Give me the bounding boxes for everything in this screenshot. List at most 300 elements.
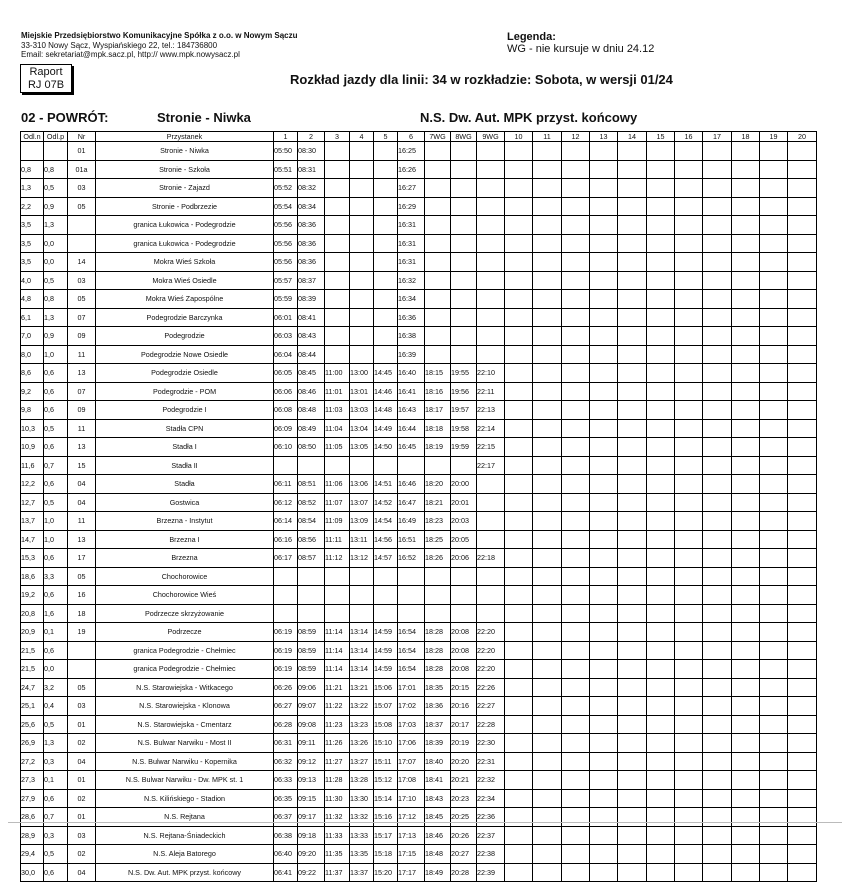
departure-time-cell: 20:20: [451, 752, 477, 771]
column-header: 7WG: [425, 132, 451, 142]
departure-time-cell: 15:16: [374, 808, 398, 827]
empty-time-cell: [618, 456, 647, 475]
departure-time-cell: [451, 142, 477, 161]
empty-time-cell: [590, 382, 618, 401]
departure-time-cell: 13:11: [350, 530, 374, 549]
departure-time-cell: [325, 197, 350, 216]
empty-time-cell: [732, 808, 760, 827]
departure-time-cell: 19:58: [451, 419, 477, 438]
empty-time-cell: [647, 660, 675, 679]
empty-time-cell: [703, 808, 732, 827]
empty-time-cell: [590, 678, 618, 697]
departure-time-cell: 08:57: [298, 549, 325, 568]
departure-time-cell: 11:11: [325, 530, 350, 549]
empty-time-cell: [562, 734, 590, 753]
departure-time-cell: [325, 308, 350, 327]
empty-time-cell: [590, 253, 618, 272]
departure-time-cell: 17:15: [398, 845, 425, 864]
empty-time-cell: [618, 419, 647, 438]
empty-time-cell: [788, 641, 817, 660]
distance-partial-cell: 1,3: [44, 308, 68, 327]
table-row: [21, 789, 817, 808]
empty-time-cell: [675, 623, 703, 642]
departure-time-cell: 15:17: [374, 826, 398, 845]
empty-time-cell: [590, 179, 618, 198]
departure-time-cell: 15:10: [374, 734, 398, 753]
departure-time-cell: 13:37: [350, 863, 374, 882]
empty-time-cell: [533, 160, 562, 179]
departure-time-cell: [325, 179, 350, 198]
empty-time-cell: [505, 734, 533, 753]
distance-total-cell: 10,9: [21, 438, 44, 457]
empty-time-cell: [618, 271, 647, 290]
empty-time-cell: [732, 234, 760, 253]
departure-time-cell: 13:33: [350, 826, 374, 845]
raport-box: [20, 64, 72, 93]
empty-time-cell: [760, 345, 788, 364]
empty-time-cell: [760, 697, 788, 716]
empty-time-cell: [760, 271, 788, 290]
empty-time-cell: [647, 327, 675, 346]
departure-time-cell: [425, 197, 451, 216]
distance-partial-cell: 0,9: [44, 327, 68, 346]
departure-time-cell: [374, 142, 398, 161]
departure-time-cell: 08:30: [298, 142, 325, 161]
empty-time-cell: [590, 475, 618, 494]
distance-partial-cell: 1,0: [44, 530, 68, 549]
departure-time-cell: [374, 327, 398, 346]
distance-partial-cell: 0,6: [44, 789, 68, 808]
empty-time-cell: [788, 734, 817, 753]
empty-time-cell: [675, 438, 703, 457]
departure-time-cell: 06:19: [274, 641, 298, 660]
empty-time-cell: [533, 789, 562, 808]
empty-time-cell: [647, 197, 675, 216]
distance-total-cell: 20,9: [21, 623, 44, 642]
empty-time-cell: [760, 160, 788, 179]
empty-time-cell: [562, 863, 590, 882]
stop-number-cell: 11: [68, 512, 96, 531]
empty-time-cell: [647, 863, 675, 882]
empty-time-cell: [647, 752, 675, 771]
empty-time-cell: [562, 308, 590, 327]
empty-time-cell: [788, 216, 817, 235]
empty-time-cell: [505, 345, 533, 364]
empty-time-cell: [732, 160, 760, 179]
departure-time-cell: 15:20: [374, 863, 398, 882]
empty-time-cell: [647, 271, 675, 290]
empty-time-cell: [675, 734, 703, 753]
empty-time-cell: [732, 290, 760, 309]
departure-time-cell: 13:26: [350, 734, 374, 753]
empty-time-cell: [618, 160, 647, 179]
empty-time-cell: [760, 308, 788, 327]
empty-time-cell: [618, 493, 647, 512]
table-row: [21, 808, 817, 827]
departure-time-cell: [350, 586, 374, 605]
departure-time-cell: [325, 271, 350, 290]
empty-time-cell: [788, 327, 817, 346]
departure-time-cell: 08:39: [298, 290, 325, 309]
departure-time-cell: 06:14: [274, 512, 298, 531]
distance-total-cell: 30,0: [21, 863, 44, 882]
column-header: 1: [274, 132, 298, 142]
route-destination: N.S. Dw. Aut. MPK przyst. końcowy: [420, 110, 638, 125]
empty-time-cell: [760, 808, 788, 827]
departure-time-cell: 11:03: [325, 401, 350, 420]
departure-time-cell: 06:04: [274, 345, 298, 364]
stop-number-cell: [68, 234, 96, 253]
empty-time-cell: [590, 845, 618, 864]
empty-time-cell: [590, 808, 618, 827]
departure-time-cell: 18:40: [425, 752, 451, 771]
empty-time-cell: [703, 789, 732, 808]
empty-time-cell: [590, 327, 618, 346]
empty-time-cell: [533, 845, 562, 864]
departure-time-cell: 22:32: [477, 771, 505, 790]
table-row: [21, 401, 817, 420]
stop-name-cell: Stronie - Niwka: [96, 142, 274, 161]
departure-time-cell: [477, 604, 505, 623]
empty-time-cell: [505, 604, 533, 623]
departure-time-cell: 11:14: [325, 660, 350, 679]
empty-time-cell: [732, 660, 760, 679]
raport-label: Raport: [29, 66, 63, 78]
empty-time-cell: [788, 179, 817, 198]
empty-time-cell: [732, 752, 760, 771]
departure-time-cell: [451, 567, 477, 586]
departure-time-cell: [425, 327, 451, 346]
departure-time-cell: 11:27: [325, 752, 350, 771]
stop-number-cell: 19: [68, 623, 96, 642]
empty-time-cell: [533, 364, 562, 383]
empty-time-cell: [590, 604, 618, 623]
empty-time-cell: [562, 271, 590, 290]
departure-time-cell: [451, 216, 477, 235]
stop-name-cell: N.S. Dw. Aut. MPK przyst. końcowy: [96, 863, 274, 882]
empty-time-cell: [788, 419, 817, 438]
empty-time-cell: [788, 345, 817, 364]
distance-total-cell: 6,1: [21, 308, 44, 327]
departure-time-cell: [425, 142, 451, 161]
empty-time-cell: [760, 734, 788, 753]
empty-time-cell: [590, 364, 618, 383]
empty-time-cell: [760, 179, 788, 198]
departure-time-cell: [325, 327, 350, 346]
empty-time-cell: [505, 660, 533, 679]
empty-time-cell: [590, 530, 618, 549]
table-row: [21, 586, 817, 605]
departure-time-cell: 09:12: [298, 752, 325, 771]
empty-time-cell: [788, 567, 817, 586]
stop-number-cell: [68, 216, 96, 235]
empty-time-cell: [618, 715, 647, 734]
distance-total-cell: 3,5: [21, 253, 44, 272]
empty-time-cell: [647, 438, 675, 457]
empty-time-cell: [675, 456, 703, 475]
empty-time-cell: [647, 290, 675, 309]
departure-time-cell: [374, 216, 398, 235]
stop-number-cell: 02: [68, 734, 96, 753]
empty-time-cell: [760, 216, 788, 235]
empty-time-cell: [505, 623, 533, 642]
empty-time-cell: [732, 512, 760, 531]
departure-time-cell: [350, 345, 374, 364]
departure-time-cell: [325, 142, 350, 161]
departure-time-cell: [451, 290, 477, 309]
departure-time-cell: 18:46: [425, 826, 451, 845]
distance-partial-cell: 0,6: [44, 475, 68, 494]
empty-time-cell: [647, 586, 675, 605]
empty-time-cell: [533, 752, 562, 771]
departure-time-cell: 13:04: [350, 419, 374, 438]
departure-time-cell: [274, 586, 298, 605]
departure-time-cell: 08:49: [298, 419, 325, 438]
empty-time-cell: [533, 419, 562, 438]
departure-time-cell: 16:43: [398, 401, 425, 420]
empty-time-cell: [590, 623, 618, 642]
departure-time-cell: 09:15: [298, 789, 325, 808]
distance-partial-cell: 0,6: [44, 863, 68, 882]
column-header: Odl.p: [44, 132, 68, 142]
empty-time-cell: [675, 678, 703, 697]
empty-time-cell: [703, 160, 732, 179]
departure-time-cell: 18:37: [425, 715, 451, 734]
empty-time-cell: [533, 308, 562, 327]
empty-time-cell: [703, 623, 732, 642]
departure-time-cell: [477, 271, 505, 290]
empty-time-cell: [647, 789, 675, 808]
table-row: [21, 697, 817, 716]
departure-time-cell: 09:22: [298, 863, 325, 882]
empty-time-cell: [647, 401, 675, 420]
departure-time-cell: 17:17: [398, 863, 425, 882]
departure-time-cell: 19:59: [451, 438, 477, 457]
empty-time-cell: [505, 327, 533, 346]
empty-time-cell: [760, 456, 788, 475]
empty-time-cell: [732, 493, 760, 512]
distance-partial-cell: 0,9: [44, 197, 68, 216]
empty-time-cell: [618, 290, 647, 309]
departure-time-cell: 17:13: [398, 826, 425, 845]
empty-time-cell: [590, 290, 618, 309]
empty-time-cell: [732, 641, 760, 660]
empty-time-cell: [760, 419, 788, 438]
departure-time-cell: 18:16: [425, 382, 451, 401]
departure-time-cell: 13:30: [350, 789, 374, 808]
distance-partial-cell: 0,8: [44, 290, 68, 309]
empty-time-cell: [760, 660, 788, 679]
departure-time-cell: 18:19: [425, 438, 451, 457]
distance-total-cell: 28,9: [21, 826, 44, 845]
empty-time-cell: [703, 345, 732, 364]
empty-time-cell: [703, 197, 732, 216]
departure-time-cell: 11:06: [325, 475, 350, 494]
departure-time-cell: 18:43: [425, 789, 451, 808]
stop-name-cell: Podegrodzie Nowe Osiedle: [96, 345, 274, 364]
empty-time-cell: [703, 549, 732, 568]
empty-time-cell: [647, 308, 675, 327]
empty-time-cell: [505, 253, 533, 272]
departure-time-cell: 06:19: [274, 660, 298, 679]
departure-time-cell: 14:49: [374, 419, 398, 438]
empty-time-cell: [732, 678, 760, 697]
empty-time-cell: [675, 567, 703, 586]
departure-time-cell: 14:56: [374, 530, 398, 549]
departure-time-cell: [477, 197, 505, 216]
empty-time-cell: [760, 826, 788, 845]
departure-time-cell: 06:08: [274, 401, 298, 420]
stop-name-cell: Stronie - Podbrzezie: [96, 197, 274, 216]
empty-time-cell: [760, 382, 788, 401]
empty-time-cell: [788, 715, 817, 734]
distance-partial-cell: 0,5: [44, 493, 68, 512]
empty-time-cell: [675, 401, 703, 420]
departure-time-cell: 15:11: [374, 752, 398, 771]
empty-time-cell: [590, 789, 618, 808]
empty-time-cell: [647, 771, 675, 790]
stop-name-cell: Podegrodzie I: [96, 401, 274, 420]
empty-time-cell: [760, 771, 788, 790]
empty-time-cell: [562, 345, 590, 364]
departure-time-cell: 22:20: [477, 641, 505, 660]
departure-time-cell: 20:19: [451, 734, 477, 753]
column-header: Odl.n: [21, 132, 44, 142]
table-row: [21, 493, 817, 512]
departure-time-cell: 18:26: [425, 549, 451, 568]
departure-time-cell: 05:57: [274, 271, 298, 290]
departure-time-cell: [350, 179, 374, 198]
empty-time-cell: [533, 863, 562, 882]
departure-time-cell: 18:20: [425, 475, 451, 494]
departure-time-cell: [350, 253, 374, 272]
departure-time-cell: 18:21: [425, 493, 451, 512]
departure-time-cell: [425, 308, 451, 327]
table-row: [21, 271, 817, 290]
stop-number-cell: 14: [68, 253, 96, 272]
stop-name-cell: Stronie - Szkoła: [96, 160, 274, 179]
empty-time-cell: [788, 697, 817, 716]
empty-time-cell: [590, 863, 618, 882]
empty-time-cell: [562, 253, 590, 272]
departure-time-cell: 05:56: [274, 216, 298, 235]
empty-time-cell: [760, 530, 788, 549]
departure-time-cell: 19:57: [451, 401, 477, 420]
departure-time-cell: [350, 567, 374, 586]
stop-name-cell: Gostwica: [96, 493, 274, 512]
empty-time-cell: [703, 290, 732, 309]
stop-number-cell: 07: [68, 308, 96, 327]
distance-total-cell: 4,8: [21, 290, 44, 309]
empty-time-cell: [647, 160, 675, 179]
empty-time-cell: [533, 604, 562, 623]
departure-time-cell: 08:34: [298, 197, 325, 216]
empty-time-cell: [618, 641, 647, 660]
empty-time-cell: [505, 382, 533, 401]
distance-total-cell: 29,4: [21, 845, 44, 864]
distance-partial-cell: 0,0: [44, 253, 68, 272]
empty-time-cell: [647, 549, 675, 568]
departure-time-cell: 06:11: [274, 475, 298, 494]
empty-time-cell: [533, 290, 562, 309]
empty-time-cell: [533, 734, 562, 753]
departure-time-cell: [477, 253, 505, 272]
table-row: [21, 845, 817, 864]
empty-time-cell: [703, 475, 732, 494]
empty-time-cell: [505, 142, 533, 161]
departure-time-cell: [298, 604, 325, 623]
departure-time-cell: 16:26: [398, 160, 425, 179]
empty-time-cell: [618, 863, 647, 882]
empty-time-cell: [788, 475, 817, 494]
empty-time-cell: [703, 512, 732, 531]
departure-time-cell: 20:28: [451, 863, 477, 882]
departure-time-cell: 22:36: [477, 808, 505, 827]
empty-time-cell: [590, 641, 618, 660]
stop-number-cell: 09: [68, 327, 96, 346]
empty-time-cell: [788, 771, 817, 790]
empty-time-cell: [788, 253, 817, 272]
distance-partial-cell: 0,5: [44, 845, 68, 864]
empty-time-cell: [533, 345, 562, 364]
empty-time-cell: [732, 308, 760, 327]
empty-time-cell: [760, 234, 788, 253]
stop-number-cell: 13: [68, 438, 96, 457]
departure-time-cell: 20:01: [451, 493, 477, 512]
departure-time-cell: 08:36: [298, 253, 325, 272]
empty-time-cell: [590, 271, 618, 290]
empty-time-cell: [760, 253, 788, 272]
stop-number-cell: 01: [68, 771, 96, 790]
empty-time-cell: [760, 512, 788, 531]
empty-time-cell: [675, 253, 703, 272]
stop-name-cell: Stadła: [96, 475, 274, 494]
empty-time-cell: [788, 586, 817, 605]
departure-time-cell: 08:43: [298, 327, 325, 346]
column-header: 11: [533, 132, 562, 142]
distance-total-cell: 3,5: [21, 216, 44, 235]
departure-time-cell: 15:07: [374, 697, 398, 716]
empty-time-cell: [647, 216, 675, 235]
departure-time-cell: 06:37: [274, 808, 298, 827]
empty-time-cell: [732, 530, 760, 549]
distance-total-cell: 28,6: [21, 808, 44, 827]
legend-title: Legenda:: [507, 31, 556, 43]
empty-time-cell: [675, 345, 703, 364]
table-row: [21, 567, 817, 586]
departure-time-cell: 09:18: [298, 826, 325, 845]
departure-time-cell: 22:34: [477, 789, 505, 808]
departure-time-cell: 08:59: [298, 660, 325, 679]
stop-number-cell: 05: [68, 567, 96, 586]
empty-time-cell: [533, 678, 562, 697]
table-row: [21, 234, 817, 253]
stop-number-cell: 11: [68, 345, 96, 364]
empty-time-cell: [703, 308, 732, 327]
distance-total-cell: 13,7: [21, 512, 44, 531]
departure-time-cell: [477, 512, 505, 531]
departure-time-cell: [350, 271, 374, 290]
distance-partial-cell: 0,5: [44, 271, 68, 290]
departure-time-cell: 06:38: [274, 826, 298, 845]
distance-total-cell: 12,2: [21, 475, 44, 494]
empty-time-cell: [760, 142, 788, 161]
departure-time-cell: [425, 160, 451, 179]
departure-time-cell: [374, 567, 398, 586]
empty-time-cell: [788, 160, 817, 179]
empty-time-cell: [788, 623, 817, 642]
table-row: [21, 604, 817, 623]
